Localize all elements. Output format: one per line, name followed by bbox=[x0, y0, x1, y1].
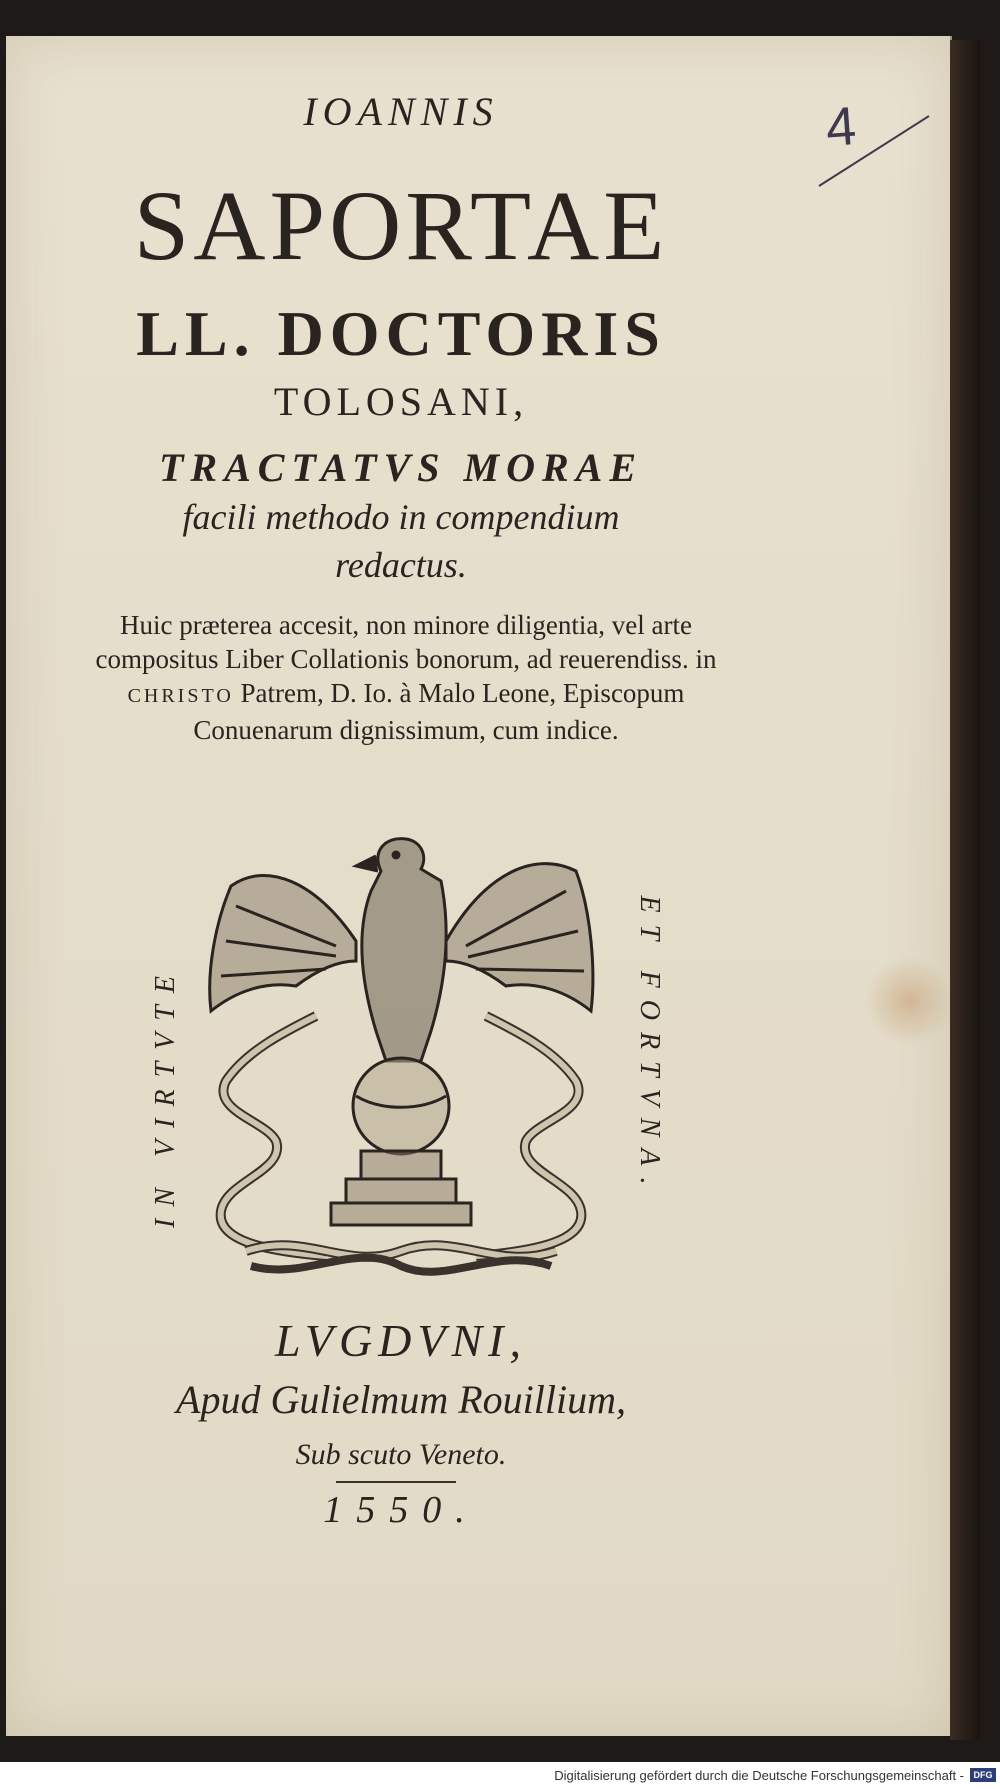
motto-left: IN VIRTVTE bbox=[150, 964, 181, 1228]
digitization-footer bbox=[0, 1762, 1000, 1789]
motto-right: ET FORTVNA. bbox=[634, 895, 665, 1197]
imprint-sign: Sub scuto Veneto. bbox=[295, 1438, 507, 1471]
work-subtitle-2: redactus. bbox=[335, 545, 467, 585]
imprint-year: 1550. bbox=[323, 1489, 479, 1531]
imprint-city: LVGDVNI, bbox=[274, 1315, 527, 1366]
eagle-serpent-printer-device-icon bbox=[206, 811, 596, 1281]
author-surname: SAPORTAE bbox=[133, 170, 669, 281]
work-subtitle-1: facili methodo in compendium bbox=[182, 497, 620, 537]
work-title: TRACTATVS MORAE bbox=[158, 445, 644, 490]
book-edge bbox=[950, 40, 980, 1740]
description-part-1: Huic præterea accesit, non minore diligentia, vel arte compositus Liber Collationis bonorum, ad reuerendiss. in bbox=[95, 610, 717, 674]
paper-stain bbox=[864, 956, 954, 1046]
description-paragraph bbox=[66, 608, 746, 747]
author-degree: LL. DOCTORIS bbox=[136, 298, 666, 369]
author-forename: IOANNIS bbox=[303, 89, 499, 134]
author-origin: TOLOSANI, bbox=[273, 379, 529, 424]
description-part-2: Patrem, D. Io. à Malo Leone, Episcopum Conuenarum dignissimum, cum indice. bbox=[193, 678, 685, 745]
pencil-stroke-icon bbox=[814, 106, 934, 196]
imprint-rule bbox=[336, 1481, 456, 1483]
description-christo: CHRISTO bbox=[127, 685, 234, 707]
title-page bbox=[6, 36, 952, 1736]
shelf-mark: 4 bbox=[823, 96, 859, 158]
imprint-printer: Apud Gulielmum Rouillium, bbox=[176, 1377, 626, 1422]
footer-credit: Digitalisierung gefördert durch die Deutsche Forschungsgemeinschaft - bbox=[554, 1768, 964, 1783]
dfg-logo-icon: DFG bbox=[970, 1768, 996, 1782]
